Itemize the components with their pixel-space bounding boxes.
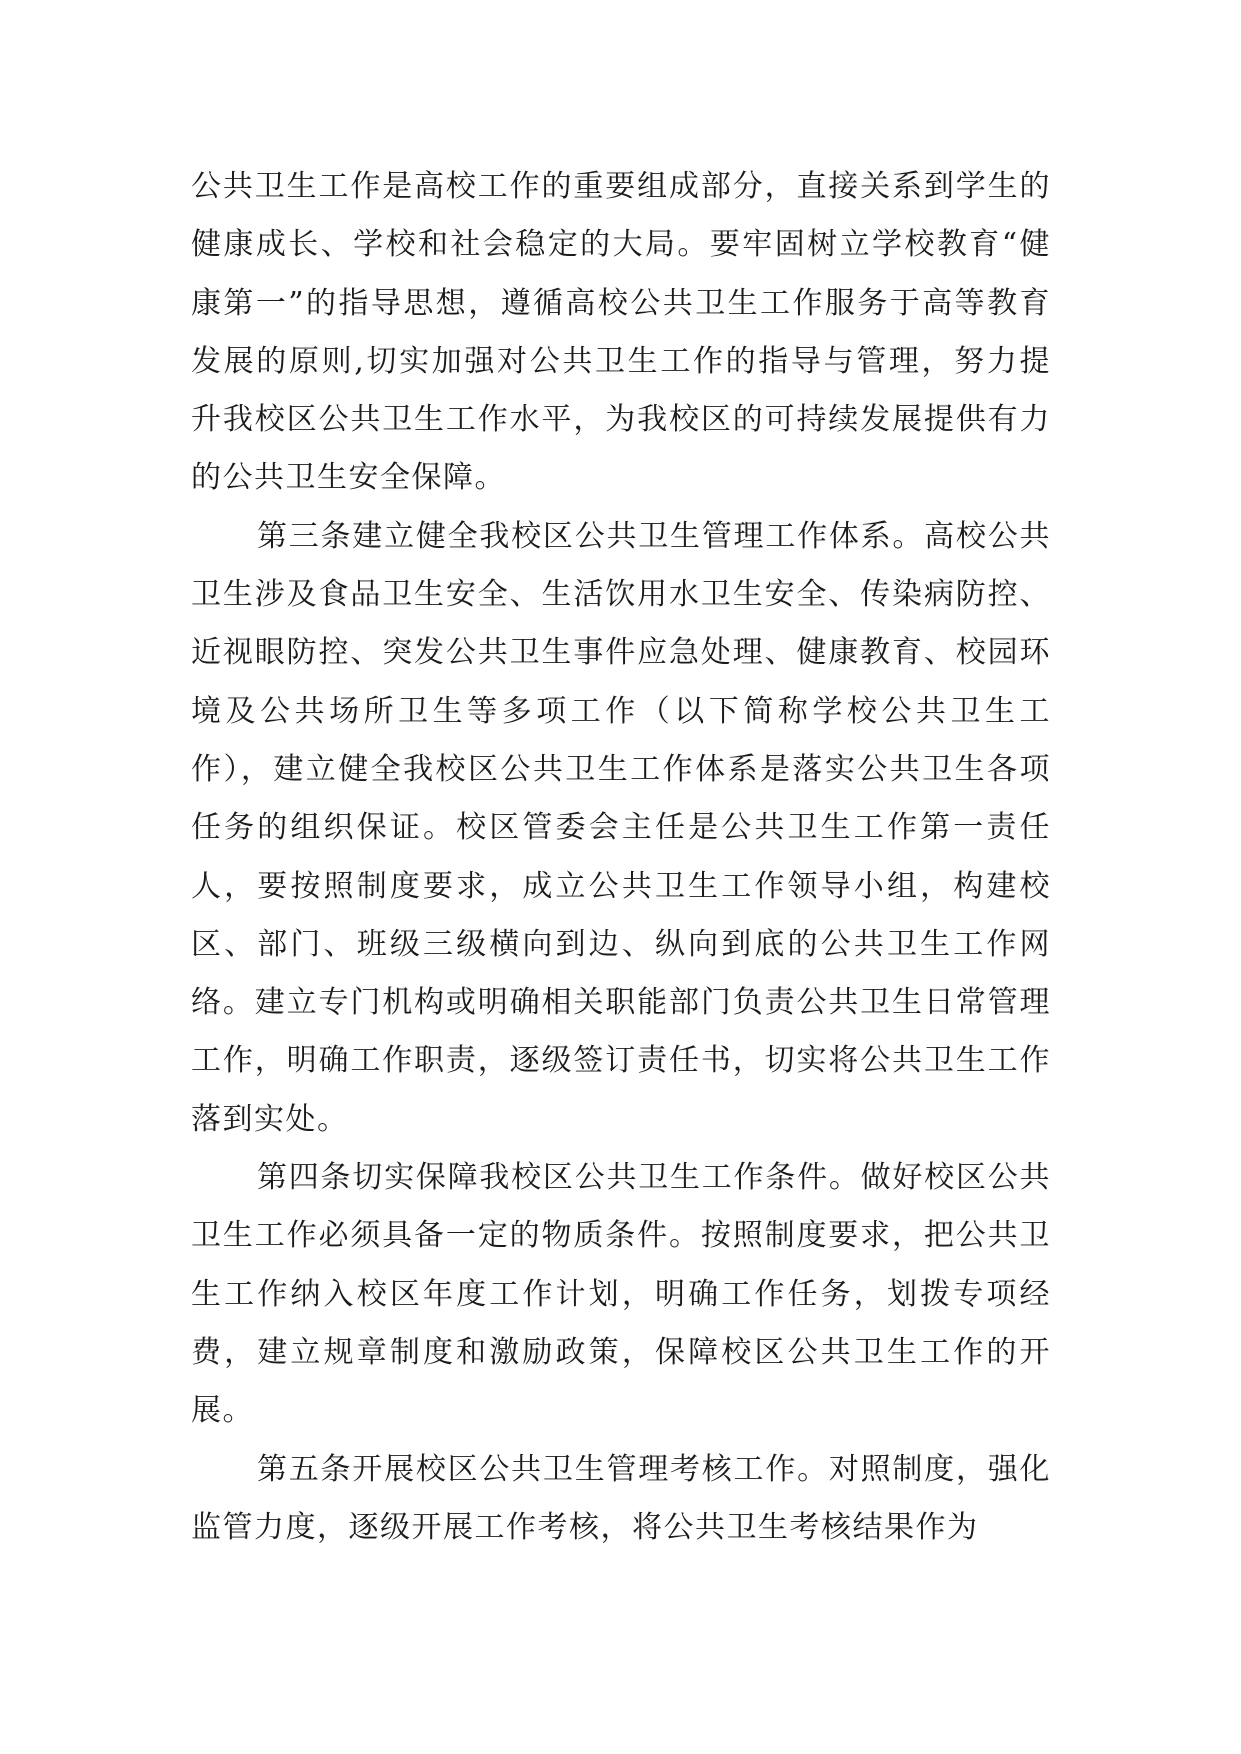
paragraph-article-3: 第三条建立健全我校区公共卫生管理工作体系。高校公共卫生涉及食品卫生安全、生活饮用水卫生安全、传染病防控、近视眼防控、突发公共卫生事件应急处理、健康教育、校园环境及公共场所卫生等多项工作（以下简称学校公共卫生工作），建立健全我校区公共卫生工作体系是落实公共卫生各项任务的组织保证。校区管委会主任是公共卫生工作第一责任人，要按照制度要求，成立公共卫生工作领导小组，构建校区、部门、班级三级横向到边、纵向到底的公共卫生工作网络。建立专门机构或明确相关职能部门负责公共卫生日常管理工作，明确工作职责，逐级签订责任书，切实将公共卫生工作落到实处。	[191, 518, 1051, 1137]
paragraph-article-4: 第四条切实保障我校区公共卫生工作条件。做好校区公共卫生工作必须具备一定的物质条件。按照制度要求，把公共卫生工作纳入校区年度工作计划，明确工作任务，划拨专项经费，建立规章制度和激励政策，保障校区公共卫生工作的开展。	[191, 1160, 1051, 1429]
paragraph-article-5: 第五条开展校区公共卫生管理考核工作。对照制度，强化监管力度，逐级开展工作考核，将公共卫生考核结果作为	[191, 1451, 1051, 1545]
document-body	[191, 158, 1051, 1557]
paragraph-intro: 公共卫生工作是高校工作的重要组成部分，直接关系到学生的健康成长、学校和社会稳定的大局。要牢固树立学校教育“健康第一”的指导思想，遵循高校公共卫生工作服务于高等教育发展的原则,切实加强对公共卫生工作的指导与管理，努力提升我校区公共卫生工作水平，为我校区的可持续发展提供有力的公共卫生安全保障。	[191, 169, 1051, 496]
